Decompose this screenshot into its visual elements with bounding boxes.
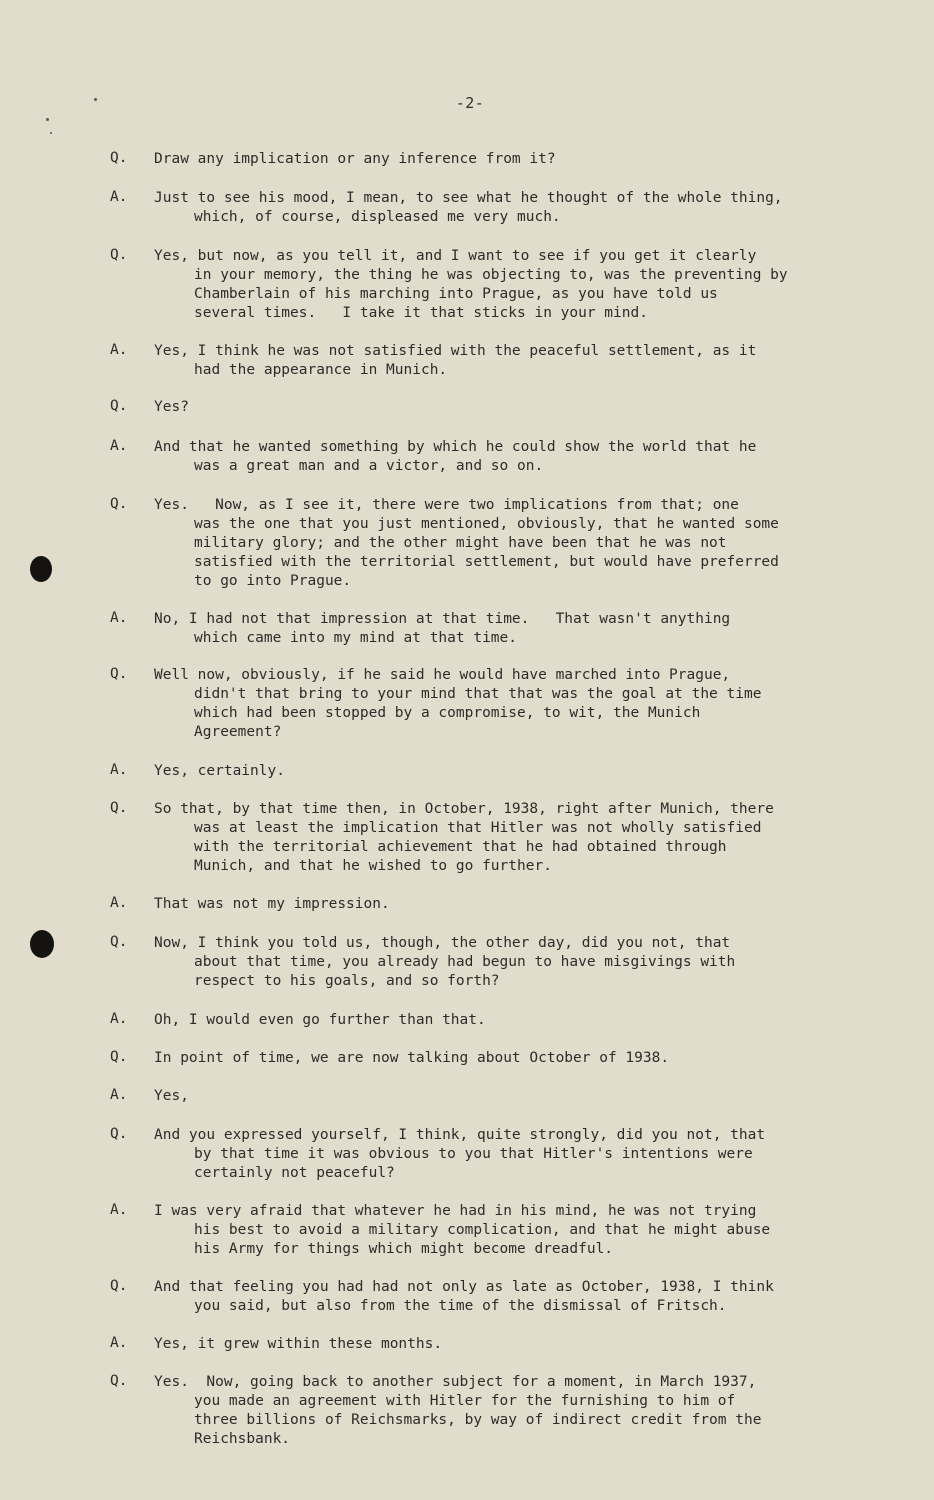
text-line: Draw any implication or any inference from it? [154,151,556,167]
text-line: Oh, I would even go further than that. [154,1012,486,1028]
speaker-label: Q. [110,934,128,950]
speaker-label: A. [110,1335,128,1351]
text-line: Agreement? [194,724,282,740]
entry-text [154,150,854,169]
text-line: by that time it was obvious to you that Hitler's intentions were [194,1146,753,1162]
paper-speck [46,118,49,121]
text-line: three billions of Reichsmarks, by way of indirect credit from the [194,1412,762,1428]
text-line: about that time, you already had begun to have misgivings with [194,954,736,970]
text-line: you said, but also from the time of the dismissal of Fritsch. [194,1298,727,1314]
text-line: Yes, I think he was not satisfied with the peaceful settlement, as it [154,343,757,359]
punch-hole [30,556,52,582]
entry-text [154,1278,854,1316]
text-line: which came into my mind at that time. [194,630,518,646]
text-line: in your memory, the thing he was objecting to, was the preventing by [194,267,788,283]
text-line: you made an agreement with Hitler for the furnishing to him of [194,1393,736,1409]
page-number: -2- [455,94,485,112]
text-line: had the appearance in Munich. [194,362,448,378]
text-line: satisfied with the territorial settlement, but would have preferred [194,554,779,570]
text-line: with the territorial achievement that he had obtained through [194,839,727,855]
entry-text [154,496,854,591]
text-line: respect to his goals, and so forth? [194,973,500,989]
text-line: to go into Prague. [194,573,352,589]
speaker-label: A. [110,895,128,911]
text-line: Yes. Now, going back to another subject for a moment, in March 1937, [154,1374,757,1390]
punch-hole [30,930,54,958]
speaker-label: A. [110,1011,128,1027]
entry-text [154,247,854,323]
text-line: And that feeling you had had not only as late as October, 1938, I think [154,1279,774,1295]
text-line: In point of time, we are now talking about October of 1938. [154,1050,670,1066]
entry-text [154,398,854,417]
text-line: Munich, and that he wished to go further. [194,858,552,874]
speaker-label: Q. [110,496,128,512]
text-line: Yes. Now, as I see it, there were two implications from that; one [154,497,739,513]
text-line: was at least the implication that Hitler was not wholly satisfied [194,820,762,836]
text-line: Yes, it grew within these months. [154,1336,443,1352]
speaker-label: A. [110,1087,128,1103]
entry-text [154,342,854,380]
speaker-label: A. [110,762,128,778]
text-line: Yes, certainly. [154,763,285,779]
speaker-label: A. [110,1202,128,1218]
text-line: Yes, but now, as you tell it, and I want to see if you get it clearly [154,248,757,264]
speaker-label: Q. [110,1373,128,1389]
text-line: Yes, [154,1088,189,1104]
paper-speck [50,132,52,134]
text-line: Yes? [154,399,189,415]
text-line: That was not my impression. [154,896,390,912]
entry-text [154,934,854,991]
speaker-label: Q. [110,666,128,682]
text-line: No, I had not that impression at that time. That wasn't anything [154,611,731,627]
entry-text [154,1011,854,1030]
entry-text [154,895,854,914]
entry-text [154,762,854,781]
text-line: I was very afraid that whatever he had in his mind, he was not trying [154,1203,757,1219]
speaker-label: Q. [110,1126,128,1142]
text-line: was the one that you just mentioned, obviously, that he wanted some [194,516,779,532]
text-line: didn't that bring to your mind that that was the goal at the time [194,686,762,702]
text-line: Chamberlain of his marching into Prague, as you have told us [194,286,718,302]
entry-text [154,1126,854,1183]
speaker-label: A. [110,438,128,454]
text-line: which, of course, displeased me very much. [194,209,561,225]
text-line: Just to see his mood, I mean, to see what he thought of the whole thing, [154,190,783,206]
entry-text [154,1373,854,1449]
speaker-label: A. [110,342,128,358]
entry-text [154,189,854,227]
text-line: And you expressed yourself, I think, quite strongly, did you not, that [154,1127,766,1143]
speaker-label: Q. [110,1278,128,1294]
speaker-label: Q. [110,398,128,414]
text-line: Well now, obviously, if he said he would have marched into Prague, [154,667,731,683]
entry-text [154,610,854,648]
text-line: And that he wanted something by which he could show the world that he [154,439,757,455]
speaker-label: A. [110,189,128,205]
text-line: several times. I take it that sticks in your mind. [194,305,648,321]
paper-speck [94,98,97,101]
text-line: certainly not peaceful? [194,1165,395,1181]
text-line: So that, by that time then, in October, 1938, right after Munich, there [154,801,774,817]
speaker-label: A. [110,610,128,626]
speaker-label: Q. [110,247,128,263]
text-line: Reichsbank. [194,1431,291,1447]
speaker-label: Q. [110,800,128,816]
entry-text [154,1049,854,1068]
entry-text [154,438,854,476]
speaker-label: Q. [110,150,128,166]
text-line: was a great man and a victor, and so on. [194,458,544,474]
entry-text [154,800,854,876]
speaker-label: Q. [110,1049,128,1065]
entry-text [154,1335,854,1354]
text-line: his best to avoid a military complication, and that he might abuse [194,1222,771,1238]
entry-text [154,666,854,742]
text-line: Now, I think you told us, though, the other day, did you not, that [154,935,731,951]
text-line: his Army for things which might become dreadful. [194,1241,614,1257]
entry-text [154,1087,854,1106]
text-line: military glory; and the other might have been that he was not [194,535,727,551]
text-line: which had been stopped by a compromise, to wit, the Munich [194,705,701,721]
entry-text [154,1202,854,1259]
